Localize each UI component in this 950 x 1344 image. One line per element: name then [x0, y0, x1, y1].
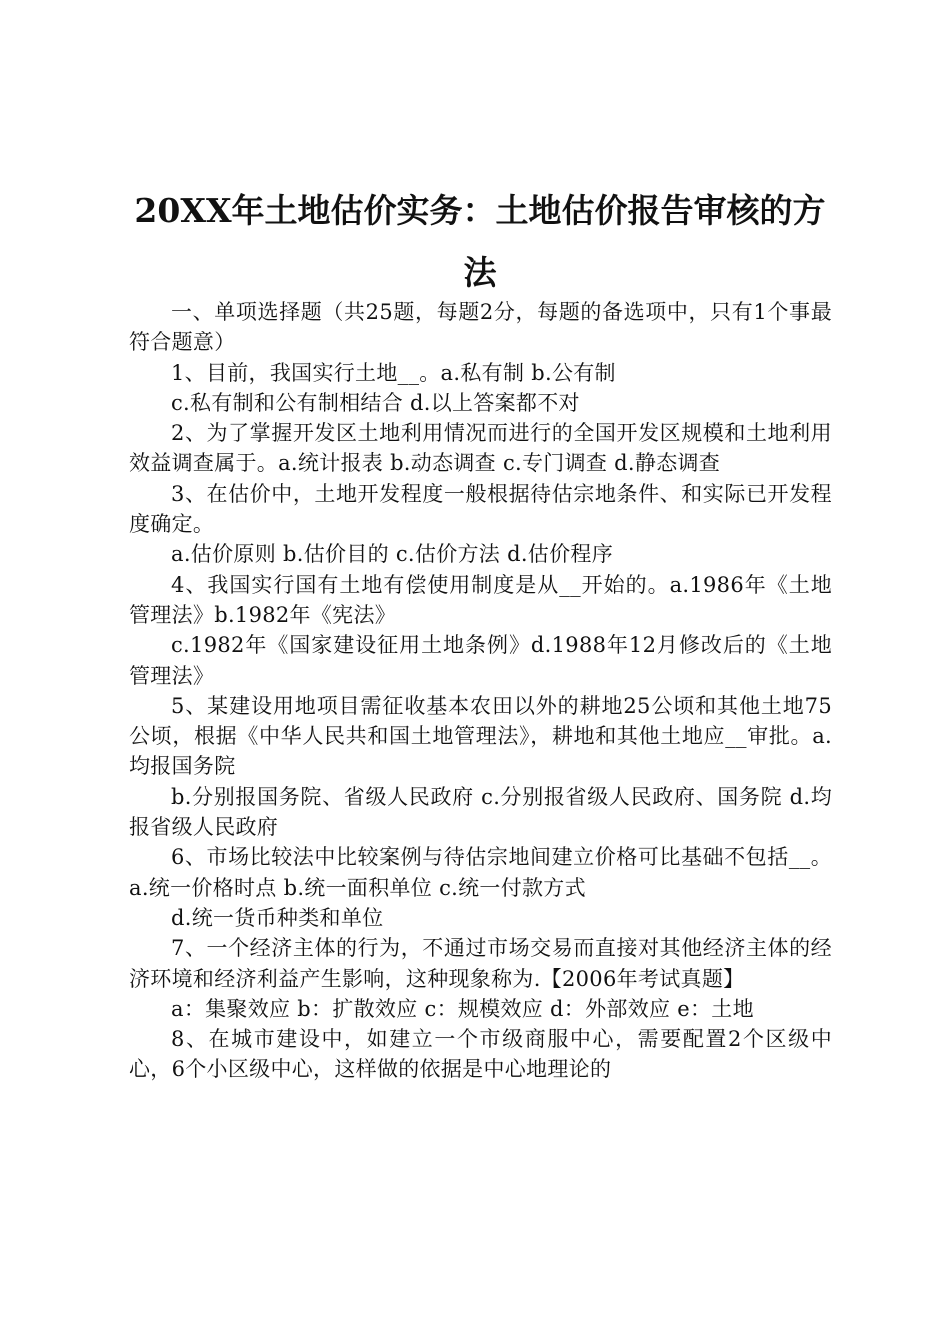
question-6-options: d.统一货币种类和单位 [171, 905, 384, 930]
question-4-options: c.1982年《国家建设征用土地条例》d.1988年12月修改后的《土地管理法》 [129, 633, 832, 688]
question-7-options: a：集聚效应 b：扩散效应 c：规模效应 d：外部效应 e：土地 [171, 996, 754, 1021]
document-title: 20XX年土地估价实务：土地估价报告审核的方法 [134, 191, 826, 292]
document-body [129, 297, 832, 1085]
question-1-options: c.私有制和公有制相结合 d.以上答案都不对 [171, 390, 580, 415]
question-8: 8、在城市建设中，如建立一个市级商服中心，需要配置2个区级中心，6个小区级中心，这样做的依据是中心地理论的 [129, 1027, 832, 1082]
question-2: 2、为了掌握开发区土地利用情况而进行的全国开发区规模和土地利用效益调查属于。a.统计报表 b.动态调查 c.专门调查 d.静态调查 [129, 421, 832, 476]
question-4: 4、我国实行国有土地有偿使用制度是从__开始的。a.1986年《土地管理法》b.1982年《宪法》 [129, 572, 832, 627]
question-3: 3、在估价中，土地开发程度一般根据待估宗地条件、和实际已开发程度确定。 [129, 481, 832, 537]
question-7: 7、一个经济主体的行为，不通过市场交易而直接对其他经济主体的经济环境和经济利益产生影响，这种现象称为.【2006年考试真题】 [129, 936, 832, 991]
question-5-options: b.分别报国务院、省级人民政府 c.分别报省级人民政府、国务院 d.均报省级人民政府 [129, 784, 832, 840]
question-5: 5、某建设用地项目需征收基本农田以外的耕地25公顷和其他土地75公顷，根据《中华人民共和国土地管理法》，耕地和其他土地应__审批。a.均报国务院 [129, 693, 832, 779]
section-heading-single-choice: 一、单项选择题（共25题，每题2分，每题的备选项中，只有1个事最符合题意） [129, 300, 832, 355]
question-6: 6、市场比较法中比较案例与待估宗地间建立价格可比基础不包括__。a.统一价格时点 b.统一面积单位 c.统一付款方式 [129, 845, 832, 900]
question-1: 1、目前，我国实行土地__。a.私有制 b.公有制 [171, 360, 616, 385]
question-3-options: a.估价原则 b.估价目的 c.估价方法 d.估价程序 [171, 542, 613, 567]
